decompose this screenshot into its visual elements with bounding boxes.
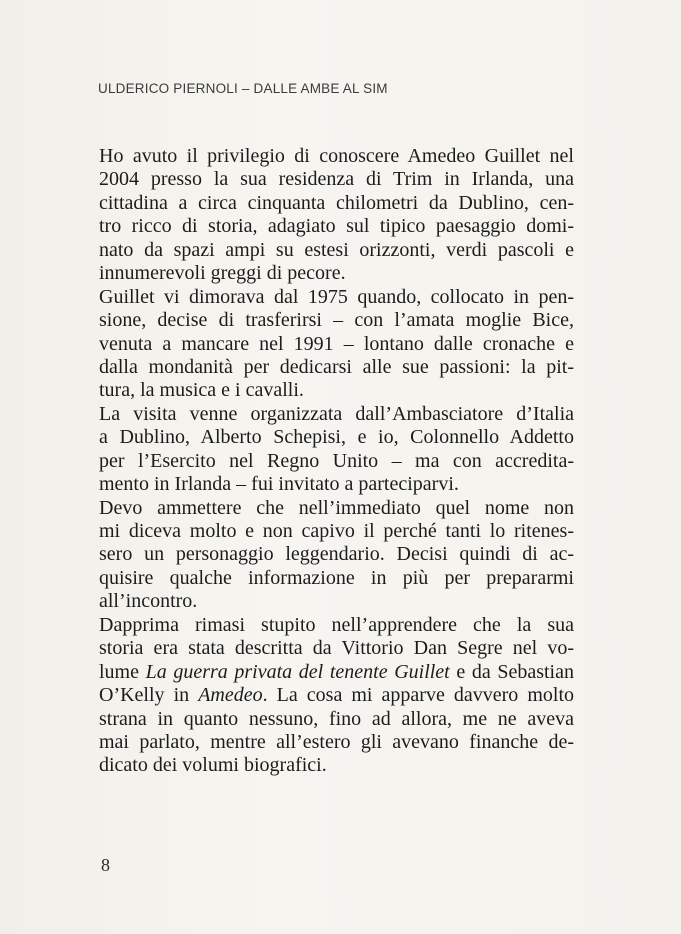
book-title-italic: Amedeo <box>198 684 263 707</box>
text-fragment: e da Sebastian <box>449 660 574 683</box>
body-text <box>99 145 574 778</box>
text-line: Dapprima rimasi stupito nell’apprendere che la sua <box>99 613 574 636</box>
text-line: 2004 presso la sua residenza di Trim in Irlanda, una <box>99 168 574 191</box>
page-number: 8 <box>101 855 110 875</box>
text-line: tura, la musica e i cavalli. <box>99 379 304 402</box>
text-line: a Dublino, Alberto Schepisi, e io, Colonnello Addetto <box>99 426 574 449</box>
text-line: innumerevoli greggi di pecore. <box>99 262 346 285</box>
text-line: storia era stata descritta da Vittorio Dan Segre nel vo- <box>99 637 574 660</box>
text-line: sero un personaggio leggendario. Decisi quindi di ac- <box>99 543 574 566</box>
text-fragment: O’Kelly in <box>99 684 199 707</box>
text-line: sione, decise di trasferirsi – con l’amata moglie Bice, <box>99 309 574 332</box>
text-line: mai parlato, mentre all’estero gli avevano finanche de- <box>99 730 574 753</box>
text-line: nato da spazi ampi su estesi orizzonti, verdi pascoli e <box>99 238 574 261</box>
text-fragment: lume <box>99 660 146 683</box>
text-fragment: . La cosa mi apparve davvero molto <box>262 684 574 707</box>
text-line: venuta a mancare nel 1991 – lontano dalle cronache e <box>99 332 574 355</box>
text-line: mento in Irlanda – fui invitato a parteciparvi. <box>99 473 459 496</box>
text-line: per l’Esercito nel Regno Unito – ma con accredita- <box>99 449 574 472</box>
text-line: tro ricco di storia, adagiato sul tipico paesaggio domi- <box>99 215 574 238</box>
text-line-with-title <box>99 684 574 707</box>
text-line: strana in quanto nessuno, fino ad allora, me ne aveva <box>99 707 574 730</box>
text-line: Devo ammettere che nell’immediato quel nome non <box>99 496 574 519</box>
text-line: cittadina a circa cinquanta chilometri da Dublino, cen- <box>99 191 574 214</box>
book-title-italic: La guerra privata del tenente Guillet <box>145 660 450 683</box>
text-line: La visita venne organizzata dall’Ambasciatore d’Italia <box>99 402 574 425</box>
text-line: Ho avuto il privilegio di conoscere Amedeo Guillet nel <box>99 145 574 167</box>
text-line: dicato dei volumi biografici. <box>99 754 327 777</box>
text-line-with-title <box>99 661 574 684</box>
text-line: quisire qualche informazione in più per prepararmi <box>99 566 574 589</box>
text-line: mi diceva molto e non capivo il perché tanti lo ritenes- <box>99 520 574 542</box>
text-line: Guillet vi dimorava dal 1975 quando, collocato in pen- <box>99 285 574 308</box>
running-head: ULDERICO PIERNOLI – DALLE AMBE AL SIM <box>98 81 388 96</box>
text-line: dalla mondanità per dedicarsi alle sue passioni: la pit- <box>99 355 574 378</box>
text-line: all’incontro. <box>99 590 198 613</box>
